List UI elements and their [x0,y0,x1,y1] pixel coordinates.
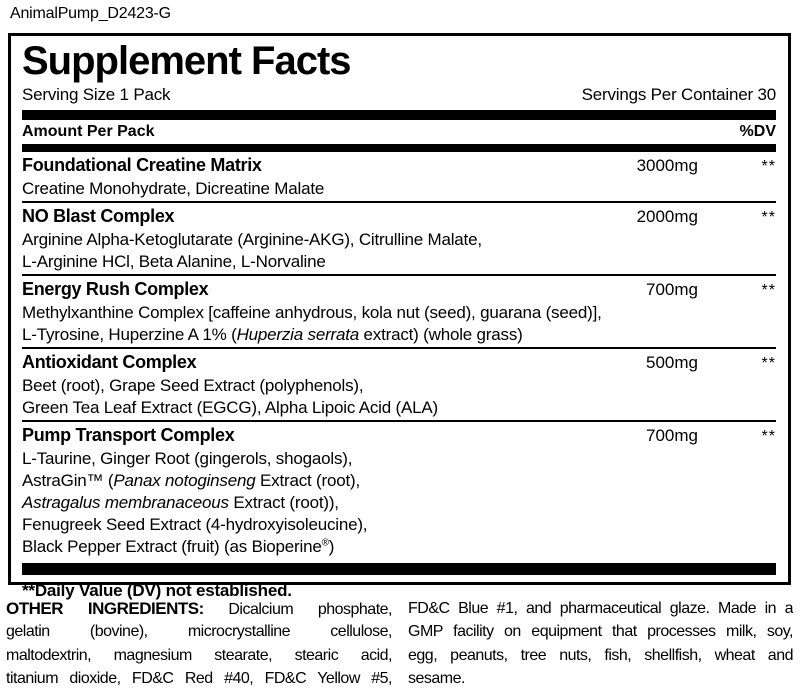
supplement-facts-panel [8,33,791,600]
ingredient-line: Methylxanthine Complex [caffeine anhydrous, kola nut (seed), guarana (seed)], [22,303,602,322]
other-ingredients-line: maltodextrin, magnesium stearate, stearic acid, [6,646,392,664]
ingredient-line: Beet (root), Grape Seed Extract (polyphenols), [22,376,364,395]
supplement-row-header [22,351,776,375]
ingredient-line: Green Tea Leaf Extract (EGCG), Alpha Lipoic Acid (ALA) [22,398,438,417]
dv-value: ** [761,428,776,445]
other-ingredients-line: OTHER INGREDIENTS: Dicalcium phosphate, [6,599,392,618]
divider-bar-thick [22,110,776,120]
other-ingredients-right-column [408,597,793,690]
amount-value: 500mg [646,353,698,372]
other-ingredients-line: egg, peanuts, tree nuts, fish, shellfish, wheat and [408,646,793,664]
ingredient-line: AstraGin™ (Panax notoginseng Extract (root), [22,471,360,490]
ingredient-line: Arginine Alpha-Ketoglutarate (Arginine-AKG), Citrulline Malate, [22,230,482,249]
serving-info-row [22,84,776,106]
amount-value: 700mg [646,426,698,445]
other-ingredients-line: sesame. [408,669,465,687]
divider-bar-thick [22,563,776,575]
complex-name: Energy Rush Complex [22,279,209,299]
divider-bar-thick [22,144,776,152]
amount-per-pack-header: Amount Per Pack [22,123,155,140]
column-header-row [22,120,776,144]
other-ingredients-line: GMP facility on equipment that processes milk, soy, [408,623,793,641]
percent-dv-header: %DV [739,123,776,140]
supplement-row [22,152,776,203]
amount-value: 2000mg [636,207,698,226]
dv-value: ** [761,158,776,175]
dv-value: ** [761,355,776,372]
ingredient-line: L-Tyrosine, Huperzine A 1% (Huperzia serrata extract) (whole grass) [22,325,523,344]
ingredient-line: L-Taurine, Ginger Root (gingerols, shogaols), [22,449,353,468]
other-ingredients-line: gelatin (bovine), microcrystalline cellulose, [6,623,392,641]
complex-name: Antioxidant Complex [22,352,197,372]
supplement-row [22,349,776,422]
supplement-row [22,422,776,559]
amount-value: 700mg [646,280,698,299]
supplement-row-header [22,278,776,302]
other-ingredients-line: FD&C Blue #1, and pharmaceutical glaze. Made in a [408,600,793,617]
ingredient-line: Black Pepper Extract (fruit) (as Bioperine®) [22,537,335,556]
complex-name: NO Blast Complex [22,206,175,226]
serving-size-text: Serving Size 1 Pack [22,85,171,104]
supplement-row-header [22,424,776,448]
supplement-row [22,203,776,276]
other-ingredients-line: titanium dioxide, FD&C Red #40, FD&C Yellow #5, [6,669,392,687]
amount-value: 3000mg [636,156,698,175]
dv-value: ** [761,282,776,299]
other-ingredients-section [6,597,793,690]
document-filename-label: AnimalPump_D2423-G [10,5,171,22]
rows [22,152,776,559]
ingredient-line: Creatine Monohydrate, Dicreatine Malate [22,179,325,198]
supplement-row-header [22,205,776,229]
supplement-row [22,276,776,349]
servings-per-container-text: Servings Per Container 30 [581,85,776,104]
other-ingredients-left-column [6,597,392,690]
daily-value-footnote: **Daily Value (DV) not established. [22,581,292,600]
ingredient-line: L-Arginine HCl, Beta Alanine, L-Norvaline [22,252,326,271]
complex-name: Pump Transport Complex [22,425,235,445]
ingredient-line: Fenugreek Seed Extract (4-hydroxyisoleucine), [22,515,368,534]
ingredient-line: Astragalus membranaceous Extract (root)), [22,493,339,512]
panel-title: Supplement Facts [22,39,351,83]
complex-name: Foundational Creatine Matrix [22,155,262,175]
supplement-row-header [22,154,776,178]
dv-value: ** [761,209,776,226]
